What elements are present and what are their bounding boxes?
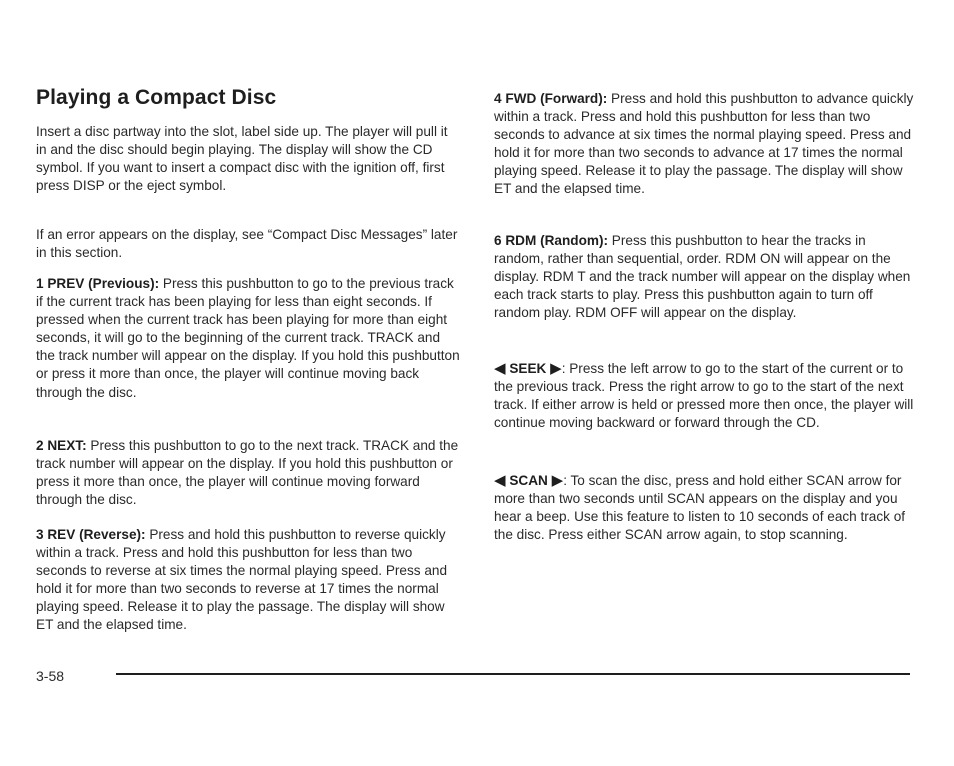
scan-paragraph [494,472,916,544]
next-text: Press this pushbutton to go to the next track. TRACK and the track number will appear on the display. If you hold this pushbutton or press it more than once, the player will continue moving forward through the disc. [36,438,459,508]
seek-label: SEEK [509,361,547,376]
prev-text: Press this pushbutton to go to the previous track if the current track has been playing for less than eight seconds. If pressed when the current track has been playing for more than eight seconds, it will go to the beginning of the current track. TRACK and the track number will appear on the display. If you hold this pushbutton or press it more than once, the player will continue moving back through the disc. [36,276,460,400]
page-number: 3-58 [36,668,65,684]
prev-paragraph [36,275,460,402]
seek-right-arrow-icon: ▶ [550,360,562,377]
scan-text: : To scan the disc, press and hold either SCAN arrow for more than two seconds until SCAN appears on the display and you hear a beep. Use this feature to listen to 10 seconds of each track of the disc. Press either SCAN arrow again, to stop scanning. [494,473,906,543]
next-label: 2 NEXT: [36,438,87,453]
rev-paragraph [36,526,460,635]
rdm-label: 6 RDM (Random): [494,233,609,248]
scan-left-arrow-icon: ◀ [494,472,506,489]
error-text: If an error appears on the display, see “Compact Disc Messages” later in this section. [36,227,458,261]
fwd-text: Press and hold this pushbutton to advance quickly within a track. Press and hold this pushbutton for less than two seconds to advance at six times the normal playing speed. Press and hold it for more than two seconds to advance at 17 times the normal playing speed. Release it to play the passage. The display will show ET and the elapsed time. [494,91,914,197]
scan-right-arrow-icon: ▶ [551,472,564,489]
rev-label: 3 REV (Reverse): [36,527,146,542]
page-title: Playing a Compact Disc [36,86,277,109]
footer-rule [116,673,910,675]
error-paragraph [36,226,460,262]
rdm-text: Press this pushbutton to hear the tracks in random, rather than sequential, order. RDM ON will appear on the display. RDM T and the track number will appear on the display when each track starts to play. Press this pushbutton again to turn off random play. RDM OFF will appear on the display. [494,233,911,321]
seek-text: : Press the left arrow to go to the start of the current or to the previous track. Press the right arrow to go to the start of the next track. If either arrow is held or pressed more then once, the player will continue moving backward or forward through the CD. [494,361,914,431]
rdm-paragraph [494,232,916,322]
seek-left-arrow-icon: ◀ [494,360,506,377]
scan-label: SCAN [509,473,548,488]
fwd-label: 4 FWD (Forward): [494,91,608,106]
seek-paragraph [494,360,916,432]
next-paragraph [36,437,460,509]
fwd-paragraph [494,90,916,199]
rev-text: Press and hold this pushbutton to reverse quickly within a track. Press and hold this pushbutton for less than two seconds to reverse at six times the normal playing speed. Press and hold it for more than two seconds to reverse at 17 times the normal playing speed. Release it to play the passage. The display will show ET and the elapsed time. [36,527,448,633]
intro-text: Insert a disc partway into the slot, label side up. The player will pull it in and the disc should begin playing. The display will show the CD symbol. If you want to insert a compact disc with the ignition off, first press DISP or the eject symbol. [36,124,448,194]
prev-label: 1 PREV (Previous): [36,276,160,291]
intro-paragraph [36,123,460,195]
